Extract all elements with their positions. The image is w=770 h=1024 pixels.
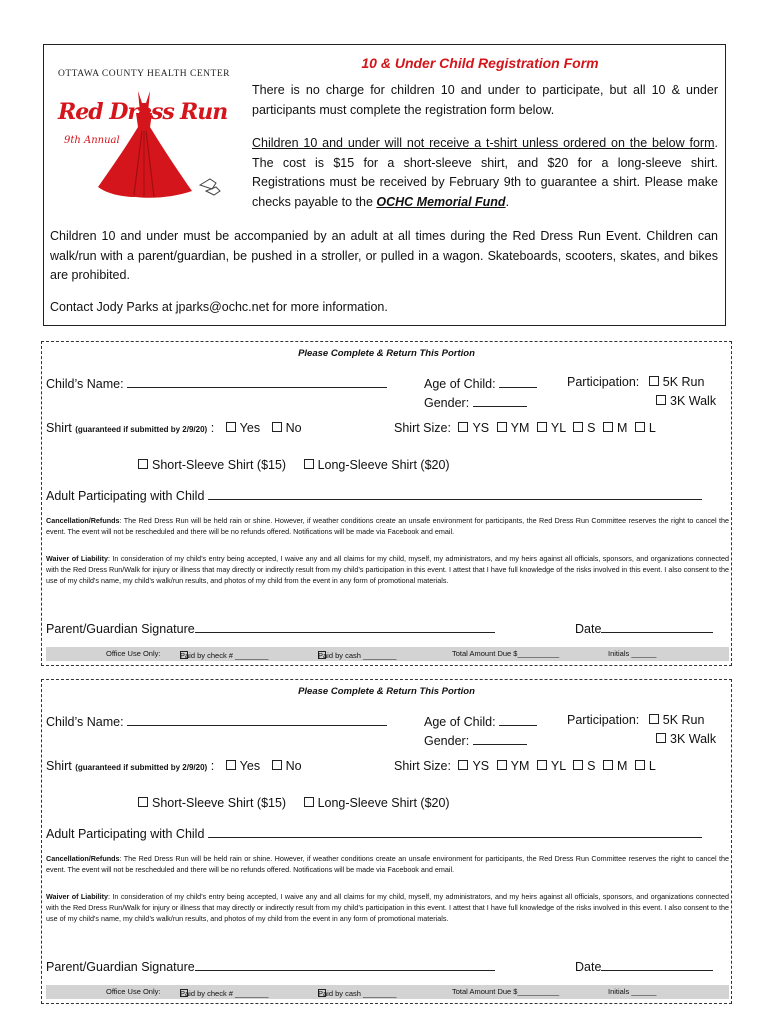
adult-field[interactable] [208, 487, 702, 500]
return-portion-title: Please Complete & Return This Portion [298, 686, 475, 697]
shirt-no-label: No [285, 421, 302, 435]
size-m-label: M [617, 759, 628, 773]
signature-label: Parent/Guardian Signature [46, 960, 195, 974]
adult-label: Adult Participating with Child [46, 827, 205, 841]
long-sleeve-label: Long-Sleeve Shirt ($20) [317, 796, 450, 810]
age-row [424, 713, 537, 729]
size-yl-checkbox[interactable] [537, 422, 547, 432]
age-row [424, 375, 537, 391]
shirt-no-label: No [285, 759, 302, 773]
paid-check-label: Paid by check # ________ [180, 651, 269, 660]
shirt-label: Shirt [46, 759, 72, 773]
5k-checkbox[interactable] [649, 376, 659, 386]
cancellation-body: : The Red Dress Run will be held rain or shine. However, if weather conditions create an unsafe environment for participants, the Red Dress Run Committee reserves the right to cancel the event. The event will not be rescheduled and there will be no refunds offered. Notifications will be made via Facebook and email. [46, 854, 729, 875]
size-ys-checkbox[interactable] [458, 422, 468, 432]
size-m-checkbox[interactable] [603, 422, 613, 432]
office-use-label: Office Use Only: [106, 649, 161, 658]
size-l-checkbox[interactable] [635, 422, 645, 432]
size-l-checkbox[interactable] [635, 760, 645, 770]
size-s-label: S [587, 421, 596, 435]
size-ys-checkbox[interactable] [458, 760, 468, 770]
size-l-label: L [648, 759, 656, 773]
shirt-guarantee-note: (guaranteed if submitted by 2/9/20) [75, 425, 208, 434]
red-dress-run-logo [50, 51, 238, 209]
contact-paragraph: Contact Jody Parks at jparks@ochc.net for more information. [50, 300, 388, 314]
shirt-label: Shirt [46, 421, 72, 435]
adult-field[interactable] [208, 825, 702, 838]
long-sleeve-label: Long-Sleeve Shirt ($20) [317, 458, 450, 472]
childs-name-row [46, 713, 387, 729]
adult-row [46, 825, 702, 841]
date-field[interactable] [601, 958, 713, 971]
return-portion-title: Please Complete & Return This Portion [298, 348, 475, 359]
signature-row [46, 958, 495, 974]
short-sleeve-label: Short-Sleeve Shirt ($15) [152, 796, 287, 810]
shirt-no-checkbox[interactable] [272, 760, 282, 770]
initials-label: Initials ______ [608, 987, 657, 996]
gender-field[interactable] [473, 732, 527, 745]
office-use-bar [46, 985, 729, 999]
registration-portion [41, 679, 732, 1004]
tshirt-underlined: Children 10 and under will not receive a t-shirt unless ordered on the below form [252, 136, 715, 150]
5k-checkbox[interactable] [649, 714, 659, 724]
5k-label: 5K Run [662, 375, 705, 389]
cancellation-label: Cancellation/Refunds [46, 854, 120, 863]
cancellation-label: Cancellation/Refunds [46, 516, 120, 525]
3k-label: 3K Walk [670, 394, 717, 408]
date-label: Date [575, 622, 602, 636]
shirt-size-row [394, 759, 656, 773]
size-ym-checkbox[interactable] [497, 422, 507, 432]
signature-field[interactable] [195, 620, 495, 633]
shirt-row [46, 421, 302, 435]
shirt-colon: : [210, 421, 215, 435]
3k-label: 3K Walk [670, 732, 717, 746]
age-label: Age of Child: [424, 377, 496, 391]
total-amount-label: Total Amount Due $__________ [452, 987, 560, 996]
waiver-text [46, 891, 729, 925]
shirt-size-row [394, 421, 656, 435]
adult-row [46, 487, 702, 503]
size-ym-label: YM [510, 759, 530, 773]
size-yl-label: YL [550, 759, 566, 773]
shirt-yes-label: Yes [239, 759, 261, 773]
paid-cash-label: Paid by cash ________ [318, 651, 397, 660]
size-m-label: M [617, 421, 628, 435]
date-row [575, 620, 713, 636]
short-sleeve-label: Short-Sleeve Shirt ($15) [152, 458, 287, 472]
shirt-yes-checkbox[interactable] [226, 760, 236, 770]
total-amount-label: Total Amount Due $__________ [452, 649, 560, 658]
sleeve-row [138, 458, 450, 472]
shirt-row [46, 759, 302, 773]
age-label: Age of Child: [424, 715, 496, 729]
childs-name-row [46, 375, 387, 391]
participation-row [567, 375, 704, 389]
shirt-yes-checkbox[interactable] [226, 422, 236, 432]
cancellation-text [46, 515, 729, 537]
accompany-paragraph: Children 10 and under must be accompanied by an adult at all times during the Red Dress Run Event. Children can walk/run with a parent/guardian, be pushed in a stroller, or pulled in a wagon. Skateboards, scooters, skates, and bikes are prohibited. [50, 229, 718, 282]
size-ys-label: YS [472, 759, 490, 773]
date-field[interactable] [601, 620, 713, 633]
participation-row [567, 713, 704, 727]
childs-name-field[interactable] [127, 713, 387, 726]
logo-red-dress: Red Dress [58, 99, 174, 125]
waiver-label: Waiver of Liability [46, 892, 109, 901]
size-ym-checkbox[interactable] [497, 760, 507, 770]
long-sleeve-checkbox[interactable] [304, 797, 314, 807]
logo-org-name: OTTAWA COUNTY HEALTH CENTER [58, 69, 230, 79]
shirt-size-label: Shirt Size: [394, 421, 451, 435]
sleeve-row [138, 796, 450, 810]
signature-label: Parent/Guardian Signature [46, 622, 195, 636]
gender-label: Gender: [424, 396, 470, 410]
paid-check-label: Paid by check # ________ [180, 989, 269, 998]
waiver-body: : In consideration of my child’s entry being accepted, I waive any and all claims for my child, myself, my administrators, and my heirs against all officials, sponsors, and organizations connected with the Red Dress Run/Walk for injury or illness that may directly or indirectly result from my child’s participation in this event. I attest that I have full knowledge of the risks involved in this event. I also consent to the use of my child’s name, my child’s walk/run results, and photos of my child from the event in any form of promotional materials. [46, 892, 729, 924]
initials-label: Initials ______ [608, 649, 657, 658]
childs-name-field[interactable] [127, 375, 387, 388]
header-box [43, 44, 726, 326]
size-s-label: S [587, 759, 596, 773]
3k-row [656, 394, 716, 408]
5k-label: 5K Run [662, 713, 705, 727]
3k-row [656, 732, 716, 746]
participation-label: Participation: [567, 713, 640, 727]
long-sleeve-checkbox[interactable] [304, 459, 314, 469]
waiver-label: Waiver of Liability [46, 554, 109, 563]
logo-run: Run [180, 99, 228, 125]
paid-cash-label: Paid by cash ________ [318, 989, 397, 998]
shirt-size-label: Shirt Size: [394, 759, 451, 773]
size-ys-label: YS [472, 421, 490, 435]
logo-annual: 9th Annual [64, 135, 120, 146]
size-yl-checkbox[interactable] [537, 760, 547, 770]
size-ym-label: YM [510, 421, 530, 435]
office-use-bar [46, 647, 729, 661]
participation-label: Participation: [567, 375, 640, 389]
intro-paragraph: There is no charge for children 10 and under to participate, but all 10 & under participants must complete the registration form below. [252, 83, 718, 117]
size-m-checkbox[interactable] [603, 760, 613, 770]
gender-row [424, 732, 527, 748]
signature-row [46, 620, 495, 636]
cancellation-body: : The Red Dress Run will be held rain or shine. However, if weather conditions create an unsafe environment for participants, the Red Dress Run Committee reserves the right to cancel the event. The event will not be rescheduled and there will be no refunds offered. Notifications will be made via Facebook and email. [46, 516, 729, 537]
size-l-label: L [648, 421, 656, 435]
shirt-yes-label: Yes [239, 421, 261, 435]
office-use-label: Office Use Only: [106, 987, 161, 996]
3k-checkbox[interactable] [656, 733, 666, 743]
shirt-no-checkbox[interactable] [272, 422, 282, 432]
short-sleeve-checkbox[interactable] [138, 797, 148, 807]
signature-field[interactable] [195, 958, 495, 971]
fund-period: . [505, 194, 510, 209]
size-yl-label: YL [550, 421, 566, 435]
cancellation-text [46, 853, 729, 875]
gender-field[interactable] [473, 394, 527, 407]
short-sleeve-checkbox[interactable] [138, 459, 148, 469]
tshirt-rest: . The cost is $15 for a short-sleeve shirt, and $20 for a long-sleeve shirt. Registrations must be received by February 9th to guarantee a shirt. Please make checks payable to the [252, 136, 718, 209]
size-s-checkbox[interactable] [573, 422, 583, 432]
size-s-checkbox[interactable] [573, 760, 583, 770]
age-field[interactable] [499, 713, 537, 726]
gender-label: Gender: [424, 734, 470, 748]
memorial-fund: OCHC Memorial Fund [376, 194, 506, 209]
shirt-colon: : [210, 759, 215, 773]
waiver-body: : In consideration of my child’s entry being accepted, I waive any and all claims for my child, myself, my administrators, and my heirs against all officials, sponsors, and organizations connected with the Red Dress Run/Walk for injury or illness that may directly or indirectly result from my child’s participation in this event. I attest that I have full knowledge of the risks involved in this event. I also consent to the use of my child’s name, my child’s walk/run results, and photos of my child from the event in any form of promotional materials. [46, 554, 729, 586]
tshirt-paragraph [252, 134, 718, 212]
shirt-guarantee-note: (guaranteed if submitted by 2/9/20) [75, 763, 208, 772]
date-row [575, 958, 713, 974]
form-title: 10 & Under Child Registration Form [361, 55, 599, 71]
adult-label: Adult Participating with Child [46, 489, 205, 503]
childs-name-label: Child’s Name: [46, 377, 124, 391]
age-field[interactable] [499, 375, 537, 388]
registration-portion [41, 341, 732, 666]
childs-name-label: Child’s Name: [46, 715, 124, 729]
gender-row [424, 394, 527, 410]
date-label: Date [575, 960, 602, 974]
3k-checkbox[interactable] [656, 395, 666, 405]
waiver-text [46, 553, 729, 587]
